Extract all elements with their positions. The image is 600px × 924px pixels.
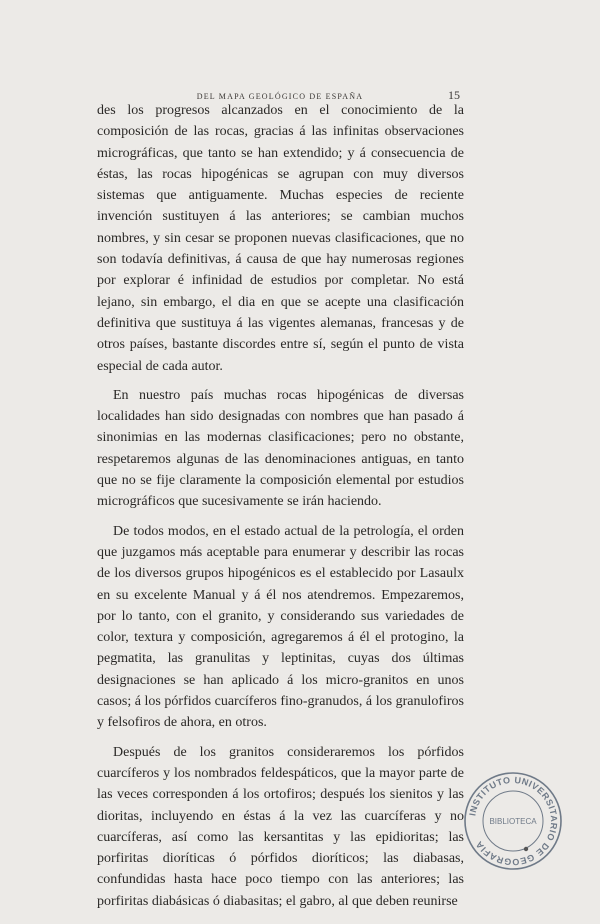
stamp-dot [524, 847, 528, 851]
library-stamp-icon [462, 770, 564, 872]
running-title: DEL MAPA GEOLÓGICO DE ESPAÑA [196, 92, 364, 101]
paragraph-4: Después de los granitos consideraremos los pórfidos cuarcíferos y los nombrados feldespáticos, que la mayor parte de las veces corresponden á los ortofiros; después los sienitos y las dioritas, incluyendo en éstas á la vez las cuarcíferas y no cuarcíferas, así como las kersantitas y las epidioritas; las porfiritas dioríticas ó pórfidos dioríticos; las diabasas, confundidas hasta hace poco tiempo con las anteriores; las porfiritas diabásicas ó diabasitas; el gabro, al que deben reunirse [97, 744, 464, 909]
paragraph-2: En nuestro país muchas rocas hipogénicas de diversas localidades han sido designadas con nombres que han pasado á sinonimias en las modernas clasificaciones; pero no obstante, respetaremos algunas de las denominaciones antiguas, en tanto que no se fije claramente la composición elemental por estudios micrográficos que sucesivamente se irán haciendo. [97, 387, 464, 510]
page-number: 15 [448, 88, 460, 102]
stamp-center-text: BIBLIOTECA [489, 817, 537, 826]
paragraph-3: De todos modos, en el estado actual de la petrología, el orden que juzgamos más aceptable para enumerar y describir las rocas de los diversos grupos hipogénicos es el establecido por Lasaulx en su excelente Manual y á él nos atendremos. Empezaremos, por lo tanto, con el granito, y considerando sus variedades de color, textura y composición, agregaremos á él el protogino, la pegmatita, las granulitas y leptinitas, cuyas dos últimas designaciones se han aplicado á los micro-granitos en unos casos; á los pórfidos cuarcíferos fino-granudos, á los granulofiros y felsofiros de ahora, en otros. [97, 523, 464, 731]
stamp-ring-text: INSTITUTO UNIVERSITARIO DE GEOGRAFIA [467, 774, 560, 868]
paragraph-1: des los progresos alcanzados en el conocimiento de la composición de las rocas, gracias á las infinitas observaciones micrográficas, que tanto se han extendido; y á consecuencia de éstas, las rocas hipogénicas se agrupan con muy diversos sistemas que antiguamente. Muchas especies de reciente invención sustituyen á las anteriores; se cambian muchos nombres, y sin cesar se proponen nuevas clasificaciones, que no son todavía definitivas, á causa de que hay numerosas regiones por explorar é infinidad de estudios por completar. No está lejano, sin embargo, el dia en que se acepte una clasificación definitiva que sustituya á las vigentes alemanas, francesas y de otros países, bastante discordes entre sí, según el punto de vista especial de cada autor. [97, 103, 464, 374]
body-text [97, 100, 464, 912]
